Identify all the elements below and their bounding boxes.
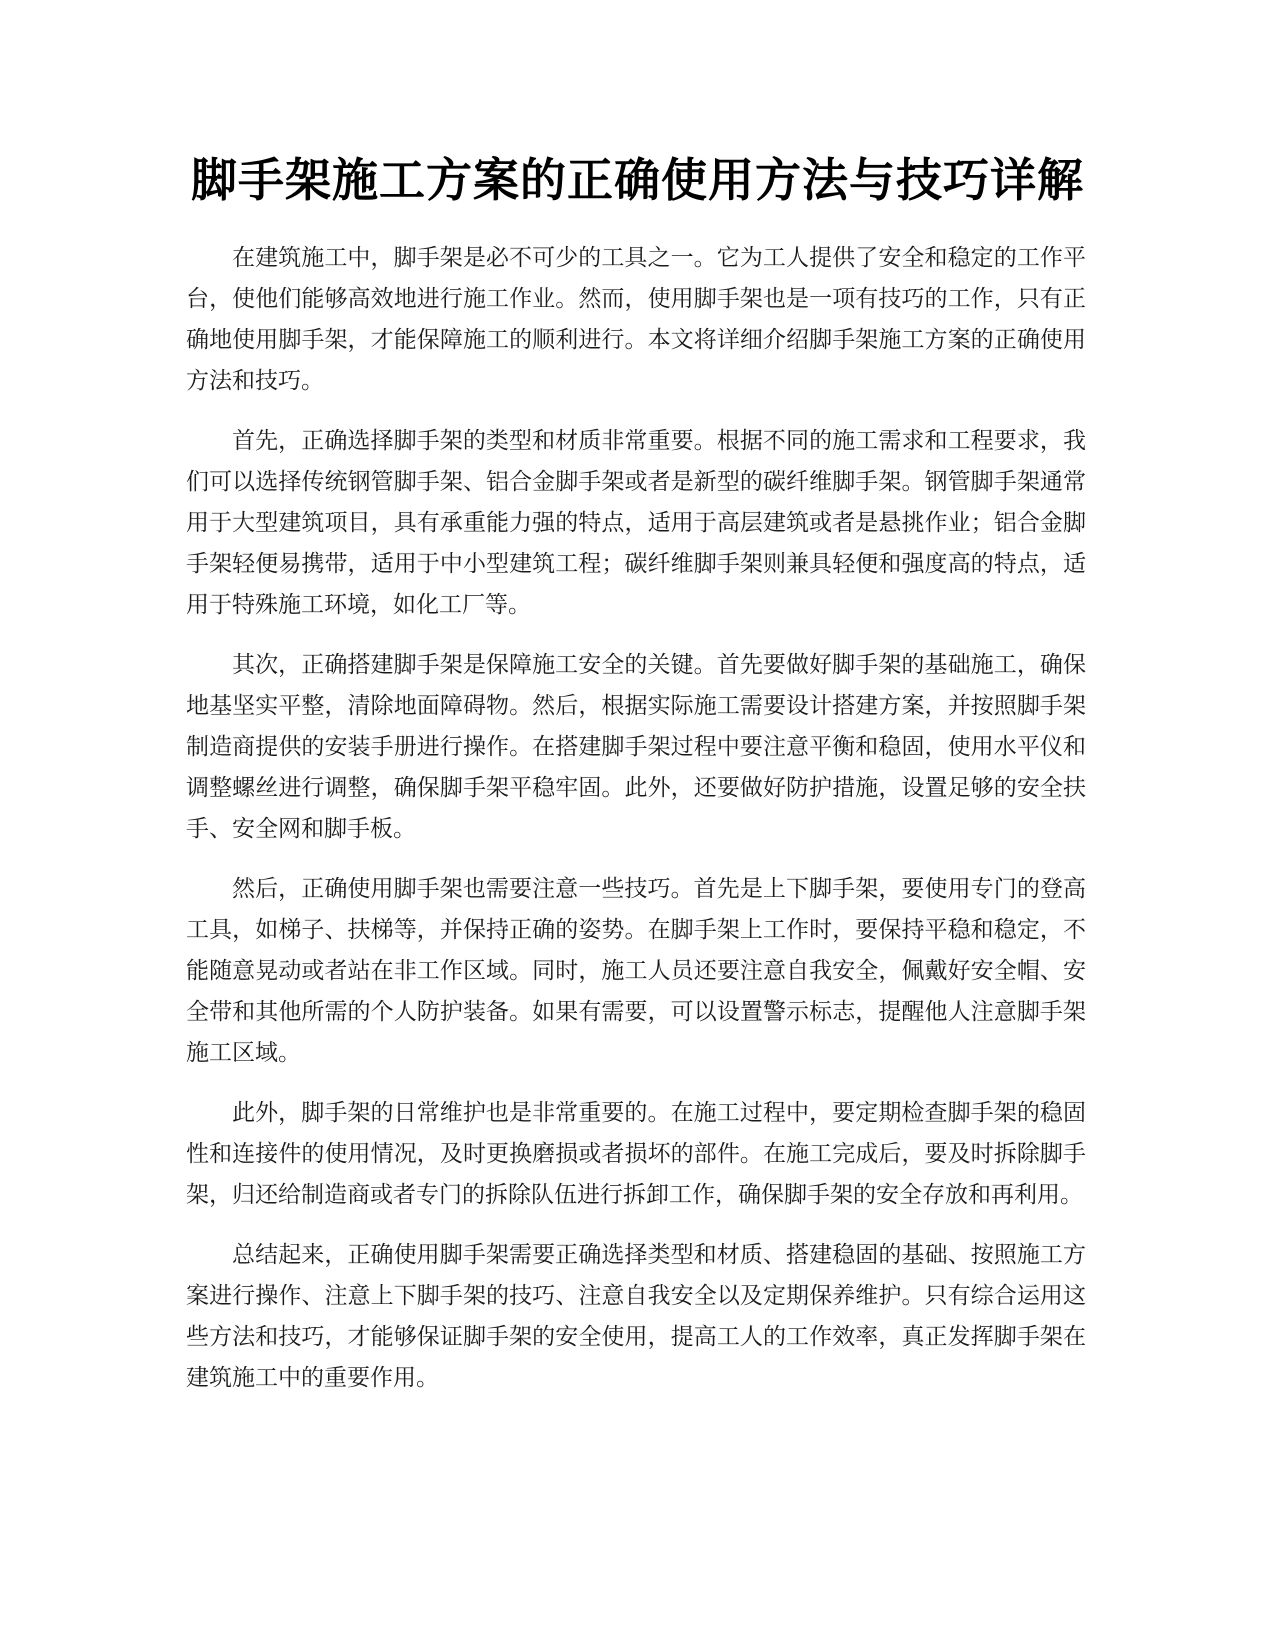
paragraph-summary: 总结起来，正确使用脚手架需要正确选择类型和材质、搭建稳固的基础、按照施工方案进行操作、注意上下脚手架的技巧、注意自我安全以及定期保养维护。只有综合运用这些方法和技巧，才能够保证脚手架的安全使用，提高工人的工作效率，真正发挥脚手架在建筑施工中的重要作用。 [186,1242,1086,1391]
document-body [186,238,1086,1418]
paragraph-erection: 其次，正确搭建脚手架是保障施工安全的关键。首先要做好脚手架的基础施工，确保地基坚实平整，清除地面障碍物。然后，根据实际施工需要设计搭建方案，并按照脚手架制造商提供的安装手册进行操作。在搭建脚手架过程中要注意平衡和稳固，使用水平仪和调整螺丝进行调整，确保脚手架平稳牢固。此外，还要做好防护措施，设置足够的安全扶手、安全网和脚手板。 [186,652,1086,842]
paragraph-maintenance: 此外，脚手架的日常维护也是非常重要的。在施工过程中，要定期检查脚手架的稳固性和连接件的使用情况，及时更换磨损或者损坏的部件。在施工完成后，要及时拆除脚手架，归还给制造商或者专门的拆除队伍进行拆卸工作，确保脚手架的安全存放和再利用。 [186,1100,1086,1208]
page-title: 脚手架施工方案的正确使用方法与技巧详解 [191,153,1084,207]
paragraph-intro: 在建筑施工中，脚手架是必不可少的工具之一。它为工人提供了安全和稳定的工作平台，使他们能够高效地进行施工作业。然而，使用脚手架也是一项有技巧的工作，只有正确地使用脚手架，才能保障施工的顺利进行。本文将详细介绍脚手架施工方案的正确使用方法和技巧。 [186,245,1086,394]
paragraph-selection: 首先，正确选择脚手架的类型和材质非常重要。根据不同的施工需求和工程要求，我们可以选择传统钢管脚手架、铝合金脚手架或者是新型的碳纤维脚手架。钢管脚手架通常用于大型建筑项目，具有承重能力强的特点，适用于高层建筑或者是悬挑作业；铝合金脚手架轻便易携带，适用于中小型建筑工程；碳纤维脚手架则兼具轻便和强度高的特点，适用于特殊施工环境，如化工厂等。 [186,428,1086,618]
paragraph-usage: 然后，正确使用脚手架也需要注意一些技巧。首先是上下脚手架，要使用专门的登高工具，如梯子、扶梯等，并保持正确的姿势。在脚手架上工作时，要保持平稳和稳定，不能随意晃动或者站在非工作区域。同时，施工人员还要注意自我安全，佩戴好安全帽、安全带和其他所需的个人防护装备。如果有需要，可以设置警示标志，提醒他人注意脚手架施工区域。 [186,876,1086,1066]
